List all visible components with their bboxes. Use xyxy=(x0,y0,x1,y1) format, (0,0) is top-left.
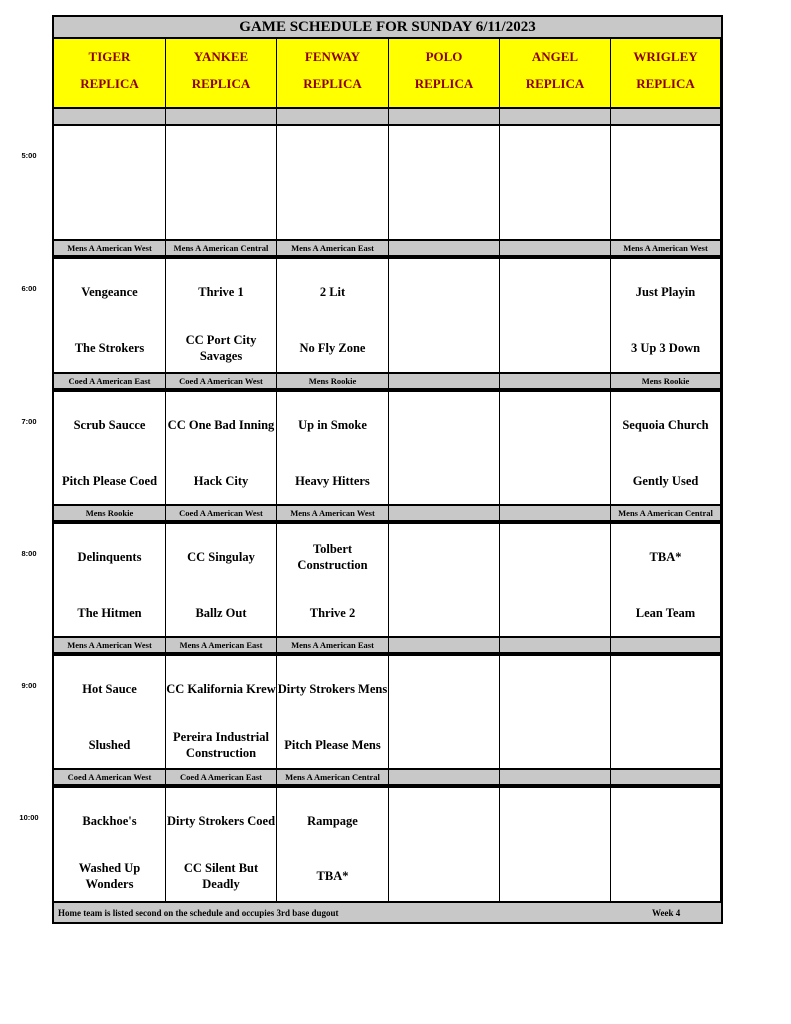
game-cell xyxy=(277,392,389,506)
game-cell xyxy=(389,259,500,373)
game-cell xyxy=(166,259,277,373)
division-text: Coed A American West xyxy=(179,508,263,518)
home-team: CC Silent But Deadly xyxy=(183,861,259,892)
away-team: Dirty Strokers Coed xyxy=(166,813,276,828)
away-team: Just Playin xyxy=(635,285,696,300)
field-subtitle: REPLICA xyxy=(80,76,139,91)
game-cell xyxy=(611,126,721,241)
away-team: Dirty Strokers Mens xyxy=(277,682,388,697)
field-subtitle: REPLICA xyxy=(414,76,474,91)
division-text: Mens A American Central xyxy=(285,772,380,782)
home-team-note: Home team is listed second on the schedule and occupies 3rd base dugout xyxy=(58,908,339,918)
division-label xyxy=(166,770,277,784)
game-cell xyxy=(277,656,389,770)
division-label xyxy=(500,638,611,652)
schedule-title: GAME SCHEDULE FOR SUNDAY 6/11/2023 xyxy=(54,17,721,39)
spacer-bar xyxy=(389,109,500,124)
game-cell xyxy=(166,788,277,901)
division-label xyxy=(500,241,611,255)
division-text: Mens A American Central xyxy=(618,508,713,518)
field-subtitle: REPLICA xyxy=(191,76,251,91)
home-team: Gently Used xyxy=(632,473,699,488)
spacer-bar xyxy=(166,109,277,124)
away-team: Tolbert Construction xyxy=(297,542,368,573)
field-subtitle: REPLICA xyxy=(303,76,362,91)
game-cell xyxy=(54,656,166,770)
division-label xyxy=(611,506,721,520)
division-label xyxy=(500,506,611,520)
schedule-footer xyxy=(54,903,721,922)
away-team: 2 Lit xyxy=(319,285,346,300)
field-subtitle: REPLICA xyxy=(525,76,585,91)
division-text: Mens A American West xyxy=(67,640,152,650)
field-name: ANGEL xyxy=(531,49,579,64)
division-label xyxy=(389,506,500,520)
game-cell xyxy=(54,392,166,506)
field-name: POLO xyxy=(425,49,463,64)
game-cell xyxy=(500,392,611,506)
time-label: 9:00 xyxy=(21,681,37,690)
away-team: CC Kalifornia Krew xyxy=(166,682,276,697)
home-team: Pereira Industrial Construction xyxy=(173,729,269,760)
division-text: Mens A American East xyxy=(179,640,263,650)
home-team: Washed Up Wonders xyxy=(78,861,141,892)
field-name: WRIGLEY xyxy=(633,49,698,64)
game-cell xyxy=(611,392,721,506)
home-team: Pitch Please Coed xyxy=(61,473,158,488)
division-label xyxy=(166,241,277,255)
division-text: Coed A American West xyxy=(67,772,152,782)
division-text: Mens A American West xyxy=(290,508,375,518)
home-team: Pitch Please Mens xyxy=(284,737,381,752)
game-cell xyxy=(166,392,277,506)
division-label xyxy=(389,374,500,388)
division-text: Mens A American East xyxy=(291,640,374,650)
time-label: 7:00 xyxy=(21,417,37,426)
game-cell xyxy=(54,126,166,241)
game-cell xyxy=(54,524,166,638)
away-team: Up in Smoke xyxy=(298,418,367,433)
game-cell xyxy=(54,788,166,901)
schedule-table xyxy=(52,15,723,924)
home-team: Hack City xyxy=(193,473,249,488)
division-text: Coed A American East xyxy=(180,772,262,782)
game-cell xyxy=(500,788,611,901)
game-cell xyxy=(500,126,611,241)
field-header-3 xyxy=(277,39,389,107)
division-label xyxy=(500,374,611,388)
game-cell xyxy=(277,259,389,373)
division-label xyxy=(277,638,389,652)
time-label: 5:00 xyxy=(21,151,37,160)
spacer-bar xyxy=(54,109,166,124)
game-cell xyxy=(166,126,277,241)
division-label xyxy=(166,638,277,652)
away-team: Backhoe's xyxy=(82,813,137,828)
division-label xyxy=(54,770,166,784)
home-team: Slushed xyxy=(88,737,131,752)
home-team: 3 Up 3 Down xyxy=(630,340,701,355)
division-label xyxy=(611,374,721,388)
game-cell xyxy=(611,788,721,901)
division-text: Mens A American West xyxy=(67,243,152,253)
division-label xyxy=(500,770,611,784)
field-header-6 xyxy=(611,39,721,107)
away-team: Thrive 1 xyxy=(198,285,244,300)
division-text: Coed A American East xyxy=(68,376,151,386)
division-label xyxy=(277,374,389,388)
division-text: Coed A American West xyxy=(179,376,263,386)
game-cell xyxy=(54,259,166,373)
division-label xyxy=(54,374,166,388)
away-team: CC One Bad Inning xyxy=(167,418,275,433)
time-label: 8:00 xyxy=(21,549,37,558)
division-label xyxy=(54,638,166,652)
away-team: Rampage xyxy=(307,813,358,828)
away-team: TBA* xyxy=(649,550,682,565)
division-text: Mens Rookie xyxy=(308,376,357,386)
division-label xyxy=(389,241,500,255)
game-cell xyxy=(166,524,277,638)
game-cell xyxy=(389,392,500,506)
field-header-5 xyxy=(500,39,611,107)
away-team: Hot Sauce xyxy=(82,682,137,697)
game-cell xyxy=(500,656,611,770)
field-header-2 xyxy=(166,39,277,107)
week-label: Week 4 xyxy=(652,908,681,918)
division-label xyxy=(277,770,389,784)
game-cell xyxy=(389,788,500,901)
division-label xyxy=(277,506,389,520)
division-text: Mens A American West xyxy=(623,243,708,253)
game-cell xyxy=(500,524,611,638)
field-name: FENWAY xyxy=(304,49,361,64)
spacer-bar xyxy=(500,109,611,124)
field-subtitle: REPLICA xyxy=(636,76,695,91)
spacer-bar xyxy=(611,109,721,124)
game-cell xyxy=(611,259,721,373)
game-cell xyxy=(166,656,277,770)
game-cell xyxy=(500,259,611,373)
home-team: Ballz Out xyxy=(195,605,247,620)
division-label xyxy=(389,638,500,652)
spacer-bar xyxy=(277,109,389,124)
field-header-1 xyxy=(54,39,166,107)
game-cell xyxy=(277,524,389,638)
field-name: TIGER xyxy=(88,49,131,64)
home-team: Heavy Hitters xyxy=(295,473,370,488)
division-label xyxy=(389,770,500,784)
division-label xyxy=(54,241,166,255)
time-label: 6:00 xyxy=(21,284,37,293)
division-label xyxy=(277,241,389,255)
time-label: 10:00 xyxy=(19,813,39,822)
away-team: Scrub Saucce xyxy=(73,418,146,433)
division-text: Mens A American Central xyxy=(173,243,269,253)
home-team: No Fly Zone xyxy=(299,340,366,355)
division-text: Mens Rookie xyxy=(641,376,690,386)
away-team: Delinquents xyxy=(77,550,142,565)
home-team: Lean Team xyxy=(635,605,696,620)
home-team: Thrive 2 xyxy=(309,605,356,620)
division-label xyxy=(611,241,721,255)
home-team: The Strokers xyxy=(74,340,145,355)
game-cell xyxy=(611,656,721,770)
division-label xyxy=(166,506,277,520)
field-header-4 xyxy=(389,39,500,107)
division-label xyxy=(611,638,721,652)
away-team: CC Singulay xyxy=(187,550,255,565)
home-team: The Hitmen xyxy=(77,605,142,620)
home-team: TBA* xyxy=(316,869,349,884)
division-text: Mens Rookie xyxy=(85,508,134,518)
away-team: Sequoia Church xyxy=(622,418,709,433)
game-cell xyxy=(611,524,721,638)
game-cell xyxy=(277,126,389,241)
division-text: Mens A American East xyxy=(291,243,374,253)
game-cell xyxy=(277,788,389,901)
game-cell xyxy=(389,524,500,638)
field-name: YANKEE xyxy=(193,49,249,64)
game-cell xyxy=(389,126,500,241)
away-team: Vengeance xyxy=(81,285,138,300)
division-label xyxy=(54,506,166,520)
division-label xyxy=(611,770,721,784)
home-team: CC Port City Savages xyxy=(185,332,257,363)
game-cell xyxy=(389,656,500,770)
division-label xyxy=(166,374,277,388)
